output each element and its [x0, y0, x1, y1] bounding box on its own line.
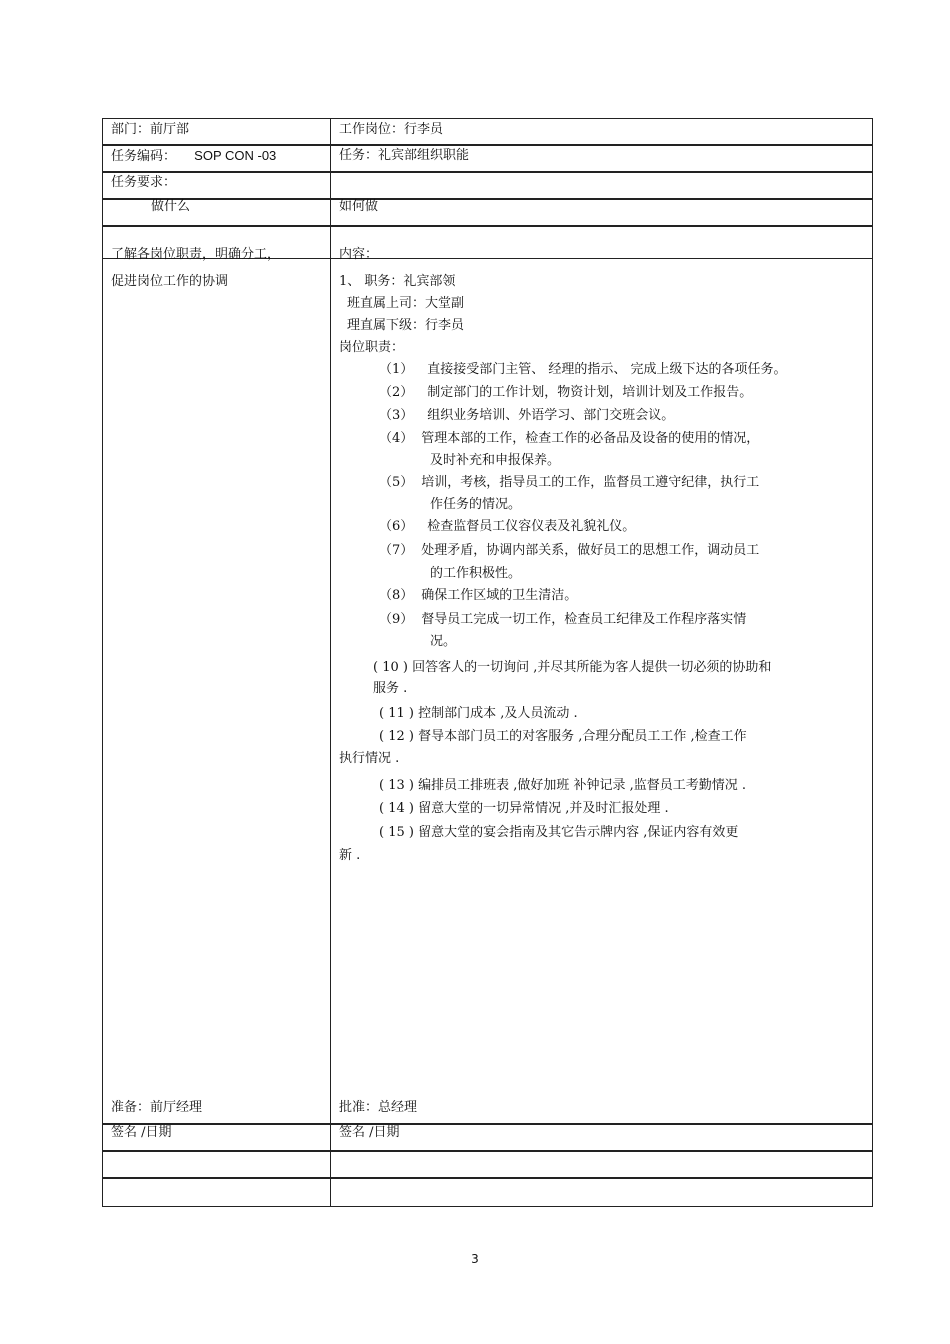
content-label: 内容：: [339, 247, 379, 262]
duty-item: （3） 组织业务培训、外语学习、部门交班会议。: [379, 408, 675, 423]
duty-item-continued: 及时补充和申报保养。: [430, 453, 561, 468]
duty-item-continued: 新 .: [339, 848, 361, 863]
duty-item: ( 14 ) 留意大堂的一切异常情况 ,并及时汇报处理 .: [379, 801, 669, 816]
duty-item: （4） 管理本部的工作，检查工作的必备品及设备的使用的情况，: [379, 431, 760, 446]
duty-item-continued: 执行情况 .: [339, 751, 400, 766]
column-divider: [330, 119, 331, 1206]
row-divider: [103, 1123, 872, 1125]
subordinate-line: 理直属下级：行李员: [347, 318, 465, 333]
duty-item: （9） 督导员工完成一切工作，检查员工纪律及工作程序落实情: [379, 612, 747, 627]
page-number: 3: [471, 1252, 479, 1266]
row-divider: [103, 225, 872, 227]
what-to-do-heading: 做什么: [151, 199, 191, 214]
requirements-label: 任务要求：: [111, 175, 177, 190]
duty-item: （7） 处理矛盾，协调内部关系，做好员工的思想工作，调动员工: [379, 543, 760, 558]
duty-item-continued: 况。: [430, 634, 457, 649]
objective-line-2: 促进岗位工作的协调: [111, 274, 229, 289]
row-divider: [103, 1150, 872, 1152]
row-divider: [103, 198, 872, 200]
duty-item: ( 10 ) 回答客人的一切询问 ,并尽其所能为客人提供一切必须的协助和: [373, 660, 772, 675]
duty-item: ( 12 ) 督导本部门员工的对客服务 ,合理分配员工工作 ,检查工作: [379, 729, 747, 744]
duty-item: （8） 确保工作区域的卫生清洁。: [379, 588, 578, 603]
position-label: 工作岗位：行李员: [339, 122, 444, 137]
job-title-line: 1、 职务：礼宾部领: [339, 274, 456, 289]
duty-item: ( 15 ) 留意大堂的宴会指南及其它告示牌内容 ,保证内容有效更: [379, 825, 739, 840]
objective-line-1: 了解各岗位职责，明确分工，: [111, 247, 281, 262]
duty-item-continued: 服务 .: [373, 681, 408, 696]
task-title: 任务：礼宾部组织职能: [339, 148, 470, 163]
duty-item: （1） 直接接受部门主管、 经理的指示、 完成上级下达的各项任务。: [379, 362, 787, 377]
row-divider: [103, 1177, 872, 1179]
sop-document-table: [102, 118, 873, 1207]
how-to-do-heading: 如何做: [339, 199, 379, 214]
approved-by: 批准：总经理: [339, 1100, 418, 1115]
signature-date-right: 签名 /日期: [339, 1125, 400, 1140]
supervisor-line: 班直属上司：大堂副: [347, 296, 465, 311]
row-divider: [103, 144, 872, 146]
duty-item-continued: 作任务的情况。: [430, 497, 522, 512]
task-code: [111, 148, 276, 165]
signature-date-left: 签名 /日期: [111, 1125, 172, 1140]
duty-item: （6） 检查监督员工仪容仪表及礼貌礼仪。: [379, 519, 636, 534]
duty-item-continued: 的工作积极性。: [430, 566, 522, 581]
prepared-by: 准备：前厅经理: [111, 1100, 203, 1115]
row-divider: [103, 171, 872, 173]
task-code-label: 任务编码：: [111, 149, 177, 164]
department-label: 部门：前厅部: [111, 122, 190, 137]
duties-label: 岗位职责：: [339, 340, 405, 355]
duty-item: ( 11 ) 控制部门成本 ,及人员流动 .: [379, 706, 578, 721]
task-code-value: SOP CON -03: [194, 148, 277, 163]
duty-item: （5） 培训，考核，指导员工的工作，监督员工遵守纪律，执行工: [379, 475, 760, 490]
duty-item: （2） 制定部门的工作计划，物资计划，培训计划及工作报告。: [379, 385, 753, 400]
duty-item: ( 13 ) 编排员工排班表 ,做好加班 补钟记录 ,监督员工考勤情况 .: [379, 778, 747, 793]
